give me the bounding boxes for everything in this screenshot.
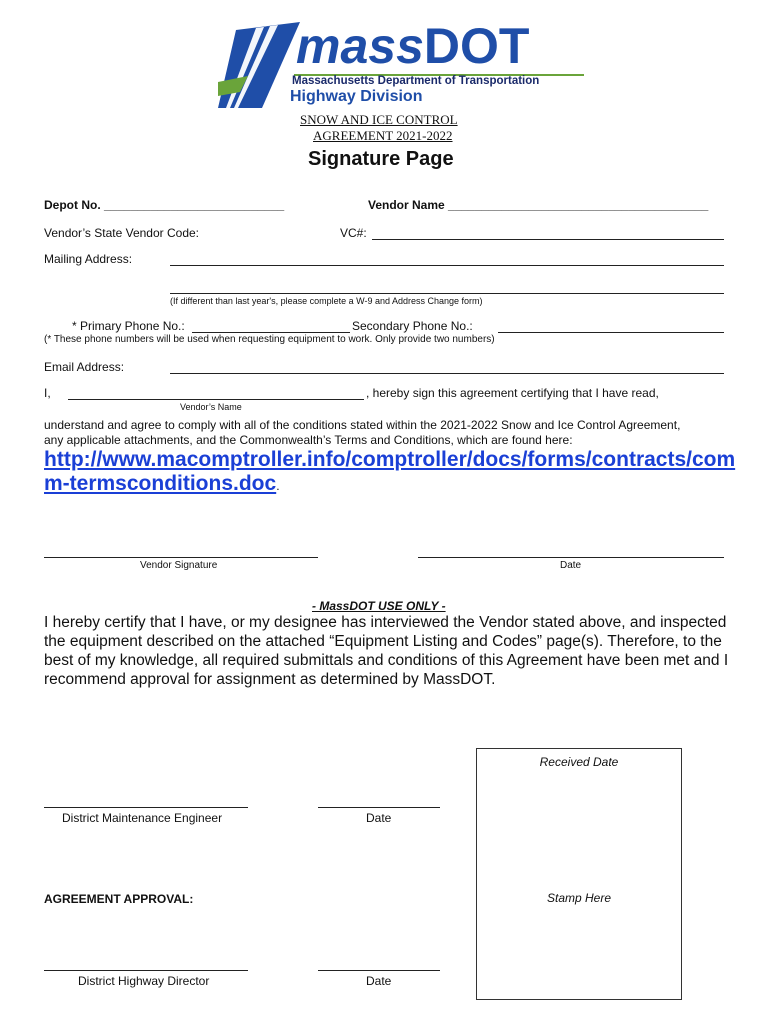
department-name: Massachusetts Department of Transportation: [292, 75, 540, 87]
division-name: Highway Division: [290, 88, 423, 105]
brand-wordmark: [296, 18, 529, 74]
certify-text: , hereby sign this agreement certifying that I have read,: [366, 386, 659, 400]
primary-phone-label: * Primary Phone No.:: [72, 319, 185, 333]
certification-line1: I hereby certify that I have, or my designee has interviewed the Vendor stated above, and inspected: [44, 614, 727, 631]
director-date-line[interactable]: [318, 970, 440, 971]
link-period: .: [276, 479, 280, 493]
i-label: I,: [44, 386, 51, 400]
stamp-box: [476, 748, 682, 1000]
agreement-text-line2: any applicable attachments, and the Commonwealth’s Terms and Conditions, which are found here:: [44, 433, 573, 447]
engineer-caption: District Maintenance Engineer: [62, 811, 223, 825]
vc-label: VC#:: [340, 226, 367, 240]
secondary-phone-label: Secondary Phone No.:: [352, 319, 473, 333]
director-caption: District Highway Director: [78, 974, 210, 988]
director-date-caption: Date: [366, 974, 392, 988]
vc-field[interactable]: [372, 239, 724, 240]
email-label: Email Address:: [44, 360, 125, 374]
stamp-here-label: Stamp Here: [546, 891, 612, 905]
agreement-text-line1: understand and agree to comply with all of the conditions stated within the 2021-2022 Snow and Ice Control Agreement,: [44, 418, 681, 432]
engineer-date-line[interactable]: [318, 807, 440, 808]
certification-line3: best of my knowledge, all required submittals and conditions of this Agreement have been met and I: [44, 652, 729, 669]
state-vendor-code-label: Vendor’s State Vendor Code:: [44, 226, 200, 240]
vendor-signature-caption: Vendor Signature: [140, 560, 218, 571]
vendor-date-caption: Date: [560, 560, 582, 571]
massdot-logo: [218, 18, 588, 112]
phone-note: (* These phone numbers will be used when requesting equipment to work. Only provide two numbers): [44, 334, 495, 345]
vendors-name-caption: Vendor’s Name: [180, 402, 242, 412]
page-title: Signature Page: [308, 148, 454, 170]
vendor-signature-line[interactable]: [44, 557, 318, 558]
depot-label: Depot No. ___________________________: [44, 198, 285, 212]
received-date-label: Received Date: [539, 755, 619, 769]
engineer-signature-line[interactable]: [44, 807, 248, 808]
secondary-phone-field[interactable]: [498, 332, 724, 333]
mailing-address-label: Mailing Address:: [44, 252, 133, 266]
certification-line4: recommend approval for assignment as determined by MassDOT.: [44, 671, 496, 688]
vendors-name-field[interactable]: [68, 399, 364, 400]
vendor-name-label: Vendor Name _______________________________________: [368, 198, 709, 212]
mailing-address-field-1[interactable]: [170, 265, 724, 266]
terms-link-line2[interactable]: m-termsconditions.doc: [44, 472, 277, 495]
certification-line2: the equipment described on the attached “Equipment Listing and Codes” page(s). Therefore, to the: [44, 633, 722, 650]
agreement-title-line2: AGREEMENT 2021-2022: [313, 128, 453, 143]
massdot-use-only-heading: - MassDOT USE ONLY -: [312, 599, 446, 613]
email-field[interactable]: [170, 373, 724, 374]
agreement-title-line1: SNOW AND ICE CONTROL: [300, 112, 458, 127]
agreement-approval-label: AGREEMENT APPROVAL:: [44, 892, 194, 906]
terms-link-line1[interactable]: http://www.macomptroller.info/comptroller/docs/forms/contracts/com: [44, 448, 736, 471]
address-note: (If different than last year's, please complete a W-9 and Address Change form): [170, 296, 483, 306]
engineer-date-caption: Date: [366, 811, 392, 825]
brand-mass: mass: [296, 18, 424, 74]
mailing-address-field-2[interactable]: [170, 293, 724, 294]
brand-dot: DOT: [423, 18, 530, 74]
primary-phone-field[interactable]: [192, 332, 350, 333]
vendor-date-line[interactable]: [418, 557, 724, 558]
director-signature-line[interactable]: [44, 970, 248, 971]
